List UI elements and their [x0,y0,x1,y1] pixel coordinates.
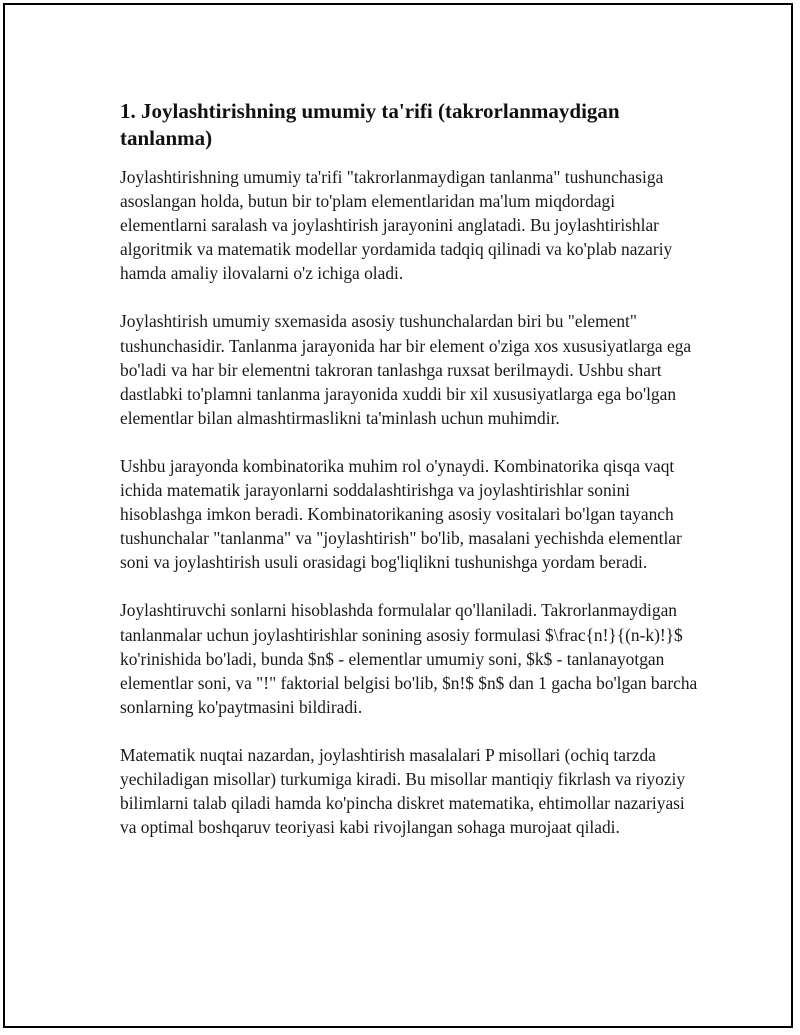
document-page [3,3,793,1028]
paragraph-3: Ushbu jarayonda kombinatorika muhim rol o'ynaydi. Kombinatorika qisqa vaqt ichida matematik jarayonlarni soddalashtirishga va joylashtirishlar sonini hisoblashga imkon beradi. Kombinatorikaning asosiy vositalari bo'lgan tayanch tushunchalar "tanlanma" va "joylashtirish" bo'lib, masalani yechishda elementlar soni va joylashtirish usuli orasidagi bog'liqlikni tushunishga yordam beradi. [120,455,682,573]
paragraph-4: Joylashtiruvchi sonlarni hisoblashda formulalar qo'llaniladi. Takrorlanmaydigan tanlanmalar uchun joylashtirishlar sonining asosiy formulasi $\frac{n!}{(n-k)!}$ ko'rinishida bo'ladi, bunda $n$ - elementlar umumiy soni, $k$ - tanlanayotgan elementlar soni, va "!" faktorial belgisi bo'lib, $n!$ $n$ dan 1 gacha bo'lgan barcha sonlarning ko'paytmasini bildiradi. [120,600,698,717]
paragraph-1: Joylashtirishning umumiy ta'rifi "takrorlanmaydigan tanlanma" tushunchasiga asoslangan holda, butun bir to'plam elementlaridan ma'lum miqdordagi elementlarni saralash va joylashtirish jarayonini anglatadi. Bu joylashtirishlar algoritmik va matematik modellar yordamida tadqiq qilinadi va ko'plab nazariy hamda amaliy ilovalarni o'z ichiga oladi. [120,167,673,284]
paragraph-5: Matematik nuqtai nazardan, joylashtirish masalalari P misollari (ochiq tarzda yechiladigan misollar) turkumiga kiradi. Bu misollar mantiqiy fikrlash va riyoziy bilimlarni talab qiladi hamda ko'pincha diskret matematika, ehtimollar nazariyasi va optimal boshqaruv teoriyasi kabi rivojlangan sohaga murojaat qiladi. [120,744,686,838]
document-body [120,98,700,863]
paragraph-2: Joylashtirish umumiy sxemasida asosiy tushunchalardan biri bu "element" tushunchasidir. Tanlanma jarayonida har bir element o'ziga xos xususiyatlarga ega bo'ladi va har bir elementni takroran tanlashga ruxsat berilmaydi. Ushbu shart dastlabki to'plamni tanlanma jarayonida xuddi bir xil xususiyatlarga ega bo'lgan elementlar bilan almashtirmaslikni ta'minlash uchun muhimdir. [120,311,692,428]
section-title: 1. Joylashtirishning umumiy ta'rifi (takrorlanmaydigan tanlanma) [120,99,620,150]
